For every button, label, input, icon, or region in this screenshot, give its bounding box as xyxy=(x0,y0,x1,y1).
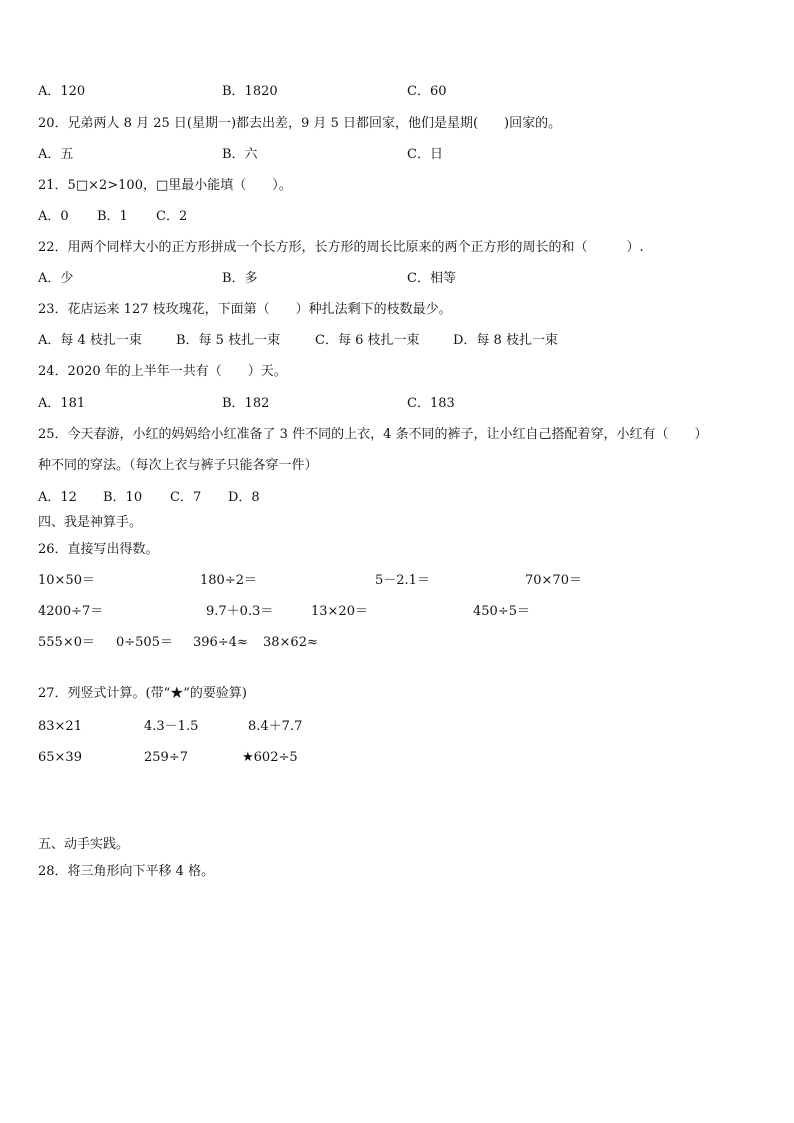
q26-item: 70×70＝ xyxy=(525,573,582,588)
q26-item: 9.7＋0.3＝ xyxy=(206,604,274,619)
q25-stem-line2: 种不同的穿法。（每次上衣与裤子只能各穿一件） xyxy=(38,458,318,473)
q26-item: 0÷505＝ xyxy=(116,635,173,650)
q24-option-b: B．182 xyxy=(222,396,270,411)
q19-option-b: B．1820 xyxy=(222,84,278,99)
q20-option-c: C．日 xyxy=(407,147,443,162)
q23-stem: 23．花店运来 127 枝玫瑰花，下面第（ ）种扎法剩下的枝数最少。 xyxy=(38,302,452,317)
q27-item: 65×39 xyxy=(38,750,82,765)
q20-option-a: A．五 xyxy=(38,147,74,162)
q27-item: 259÷7 xyxy=(144,750,188,765)
q27-item: 83×21 xyxy=(38,719,82,734)
q23-option-b: B．每 5 枝扎一束 xyxy=(176,333,281,348)
q25-option-c: C．7 xyxy=(170,490,202,505)
q26-item: 396÷4≈ xyxy=(193,635,248,650)
q27-item: 4.3－1.5 xyxy=(144,719,199,734)
q20-option-b: B．六 xyxy=(222,147,258,162)
section-4-title: 四、我是神算手。 xyxy=(38,515,143,530)
q20-stem: 20．兄弟两人 8 月 25 日(星期一)都去出差，9 月 5 日都回家，他们是星期( )回家的。 xyxy=(38,116,562,131)
q26-item: 5－2.1＝ xyxy=(375,573,430,588)
q25-option-d: D．8 xyxy=(228,490,260,505)
section-5-title: 五、动手实践。 xyxy=(38,837,130,852)
q22-stem: 22．用两个同样大小的正方形拼成一个长方形，长方形的周长比原来的两个正方形的周长的和（ ）. xyxy=(38,240,644,255)
q25-option-b: B．10 xyxy=(103,490,143,505)
q21-option-b: B．1 xyxy=(97,209,128,224)
q21-option-a: A．0 xyxy=(38,209,69,224)
q26-item: 10×50＝ xyxy=(38,573,95,588)
q27-stem: 27．列竖式计算。(带“★”的要验算) xyxy=(38,686,247,701)
q28-stem: 28．将三角形向下平移 4 格。 xyxy=(38,864,215,879)
q27-item: ★602÷5 xyxy=(242,750,298,765)
q22-option-c: C．相等 xyxy=(407,271,456,286)
q21-stem: 21．5□×2>100，□里最小能填（ ）。 xyxy=(38,178,292,193)
q25-option-a: A．12 xyxy=(38,490,77,505)
q21-option-c: C．2 xyxy=(156,209,188,224)
q25-stem-line1: 25．今天春游，小红的妈妈给小红准备了 3 件不同的上衣，4 条不同的裤子，让小红自己搭配着穿，小红有（ ） xyxy=(38,427,708,442)
q19-option-c: C．60 xyxy=(407,84,447,99)
q23-option-d: D．每 8 枝扎一束 xyxy=(453,333,558,348)
q23-option-a: A．每 4 枝扎一束 xyxy=(38,333,142,348)
q26-item: 555×0＝ xyxy=(38,635,95,650)
q22-option-a: A．少 xyxy=(38,271,74,286)
q26-stem: 26．直接写出得数。 xyxy=(38,542,159,557)
q22-option-b: B．多 xyxy=(222,271,258,286)
q26-item: 180÷2＝ xyxy=(200,573,257,588)
q27-item: 8.4＋7.7 xyxy=(248,719,303,734)
q24-option-a: A．181 xyxy=(38,396,86,411)
q26-item: 13×20＝ xyxy=(311,604,368,619)
q19-option-a: A．120 xyxy=(38,84,86,99)
q26-item: 450÷5＝ xyxy=(473,604,530,619)
q26-item: 4200÷7＝ xyxy=(38,604,104,619)
q24-stem: 24．2020 年的上半年一共有（ ）天。 xyxy=(38,364,287,379)
q26-item: 38×62≈ xyxy=(263,635,318,650)
q23-option-c: C．每 6 枝扎一束 xyxy=(315,333,420,348)
q24-option-c: C．183 xyxy=(407,396,455,411)
